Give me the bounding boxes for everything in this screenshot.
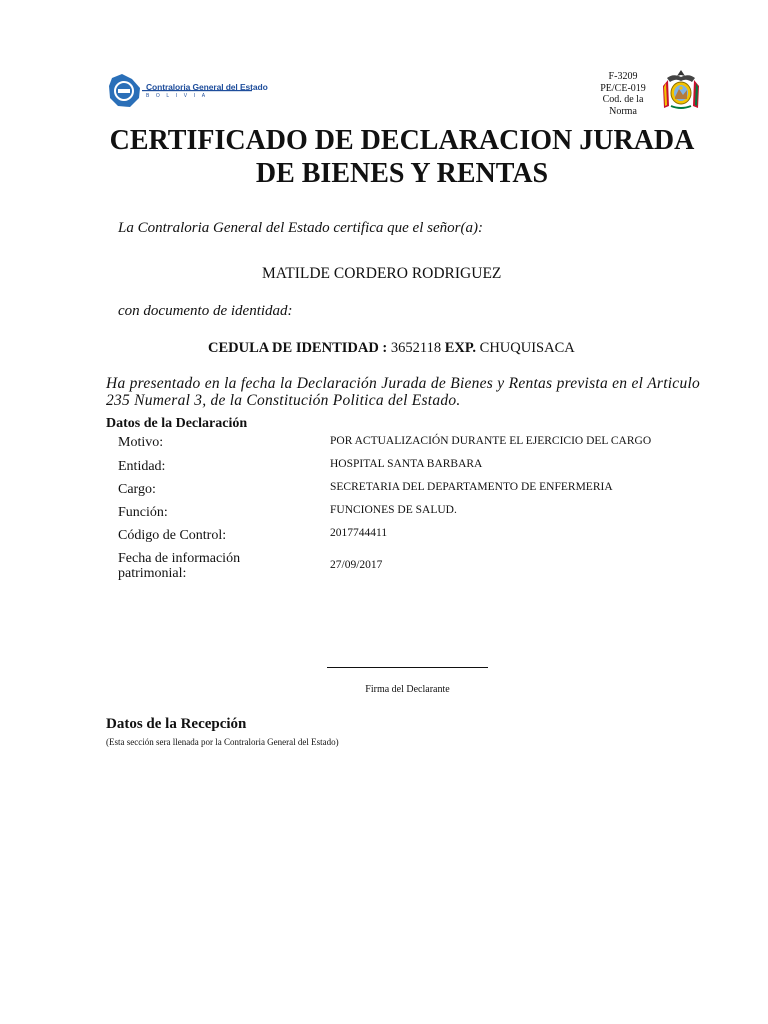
row-label-entidad: Entidad:: [118, 459, 166, 474]
form-code: [588, 71, 658, 117]
signature-line: [327, 667, 488, 668]
row-value-funcion: FUNCIONES DE SALUD.: [330, 504, 457, 516]
bolivia-coat-of-arms-icon: [659, 68, 703, 112]
identity-label: CEDULA DE IDENTIDAD :: [208, 340, 388, 356]
declaration-statement: Ha presentado en la fecha la Declaración Jurada de Bienes y Rentas prevista en el Articulo 235 Numeral 3, de la Constitución Politica del Estado.: [106, 375, 700, 409]
person-name: MATILDE CORDERO RODRIGUEZ: [262, 265, 502, 282]
declaration-data-heading: Datos de la Declaración: [106, 416, 248, 431]
row-value-codigo: 2017744411: [330, 527, 388, 539]
page-title: [40, 124, 764, 190]
row-value-entidad: HOSPITAL SANTA BARBARA: [330, 458, 483, 470]
reception-note: (Esta sección sera llenada por la Contraloria General del Estado): [106, 737, 339, 747]
signature-label: Firma del Declarante: [365, 684, 450, 695]
certification-intro: La Contraloria General del Estado certifica que el señor(a):: [118, 220, 483, 236]
form-code-line: Norma: [609, 105, 637, 117]
row-label-codigo: Código de Control:: [118, 528, 227, 543]
logo-name: Contraloria General del Estado: [146, 82, 268, 92]
identity-line: [208, 340, 575, 357]
title-line-2: DE BIENES Y RENTAS: [255, 158, 549, 189]
exp-label: EXP.: [444, 340, 477, 356]
row-label-cargo: Cargo:: [118, 482, 156, 497]
reception-heading: Datos de la Recepción: [106, 716, 247, 732]
row-label-motivo: Motivo:: [118, 435, 164, 450]
form-code-line: Cod. de la: [602, 94, 644, 105]
row-value-fecha: 27/09/2017: [330, 559, 383, 571]
form-code-line: F-3209: [608, 71, 638, 82]
row-label-fecha: Fecha de información patrimonial:: [118, 551, 241, 581]
row-value-motivo: POR ACTUALIZACIÓN DURANTE EL EJERCICIO DEL CARGO: [330, 435, 652, 447]
logo-country: BOLIVIA: [146, 93, 212, 99]
row-value-cargo: SECRETARIA DEL DEPARTAMENTO DE ENFERMERIA: [330, 481, 613, 493]
title-line-1: CERTIFICADO DE DECLARACION JURADA: [109, 125, 695, 156]
identity-number: 3652118: [390, 340, 442, 356]
exp-value: CHUQUISACA: [479, 340, 575, 356]
form-code-line: PE/CE-019: [600, 82, 646, 94]
document-intro: con documento de identidad:: [118, 303, 293, 319]
row-label-funcion: Función:: [118, 505, 168, 520]
